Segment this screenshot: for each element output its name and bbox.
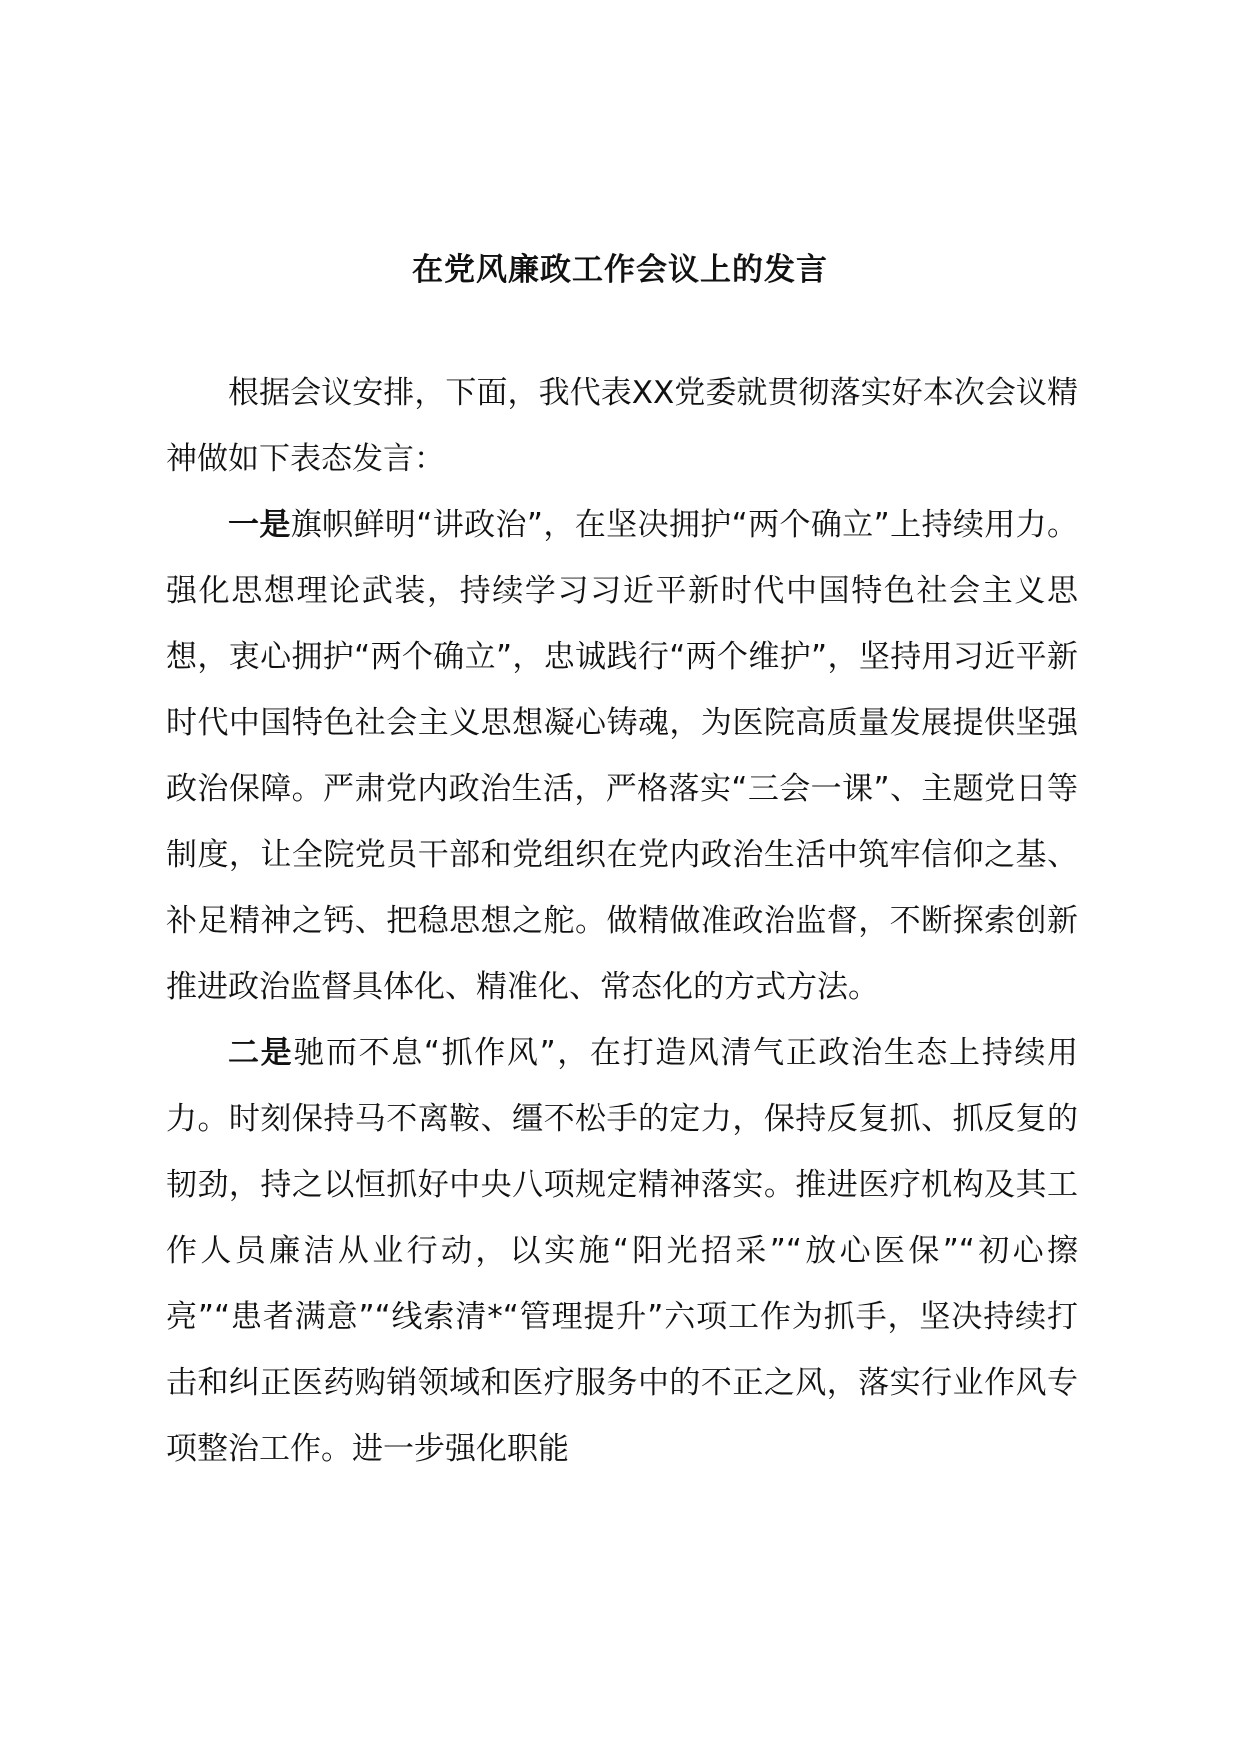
section-paragraph-2: [166, 1020, 1078, 1482]
section-lead-2: 二是: [228, 1035, 294, 1071]
intro-paragraph: 根据会议安排，下面，我代表XX党委就贯彻落实好本次会议精神做如下表态发言：: [166, 375, 1078, 477]
section-paragraph-1: [166, 492, 1078, 1020]
section-lead-1: 一是: [228, 507, 291, 543]
section-text-2: 驰而不息“抓作风”，在打造风清气正政治生态上持续用力。时刻保持马不离鞍、缰不松手的定力，保持反复抓、抓反复的韧劲，持之以恒抓好中央八项规定精神落实。推进医疗机构及其工作人员廉洁从业行动，以实施“阳光招采”“放心医保”“初心擦亮”“患者满意”“线索清*“管理提升”六项工作为抓手，坚决持续打击和纠正医药购销领域和医疗服务中的不正之风，落实行业作风专项整治工作。进一步强化职能: [166, 1035, 1079, 1467]
section-text-1: 旗帜鲜明“讲政治”，在坚决拥护“两个确立”上持续用力。强化思想理论武装，持续学习习近平新时代中国特色社会主义思想，衷心拥护“两个确立”，忠诚践行“两个维护”，坚持用习近平新时代中国特色社会主义思想凝心铸魂，为医院高质量发展提供坚强政治保障。严肃党内政治生活，严格落实“三会一课”、主题党日等制度，让全院党员干部和党组织在党内政治生活中筑牢信仰之基、补足精神之钙、把稳思想之舵。做精做准政治监督，不断探索创新推进政治监督具体化、精准化、常态化的方式方法。: [166, 507, 1079, 1005]
document-title: 在党风廉政工作会议上的发言: [412, 252, 828, 288]
document-body: [166, 360, 1078, 1482]
